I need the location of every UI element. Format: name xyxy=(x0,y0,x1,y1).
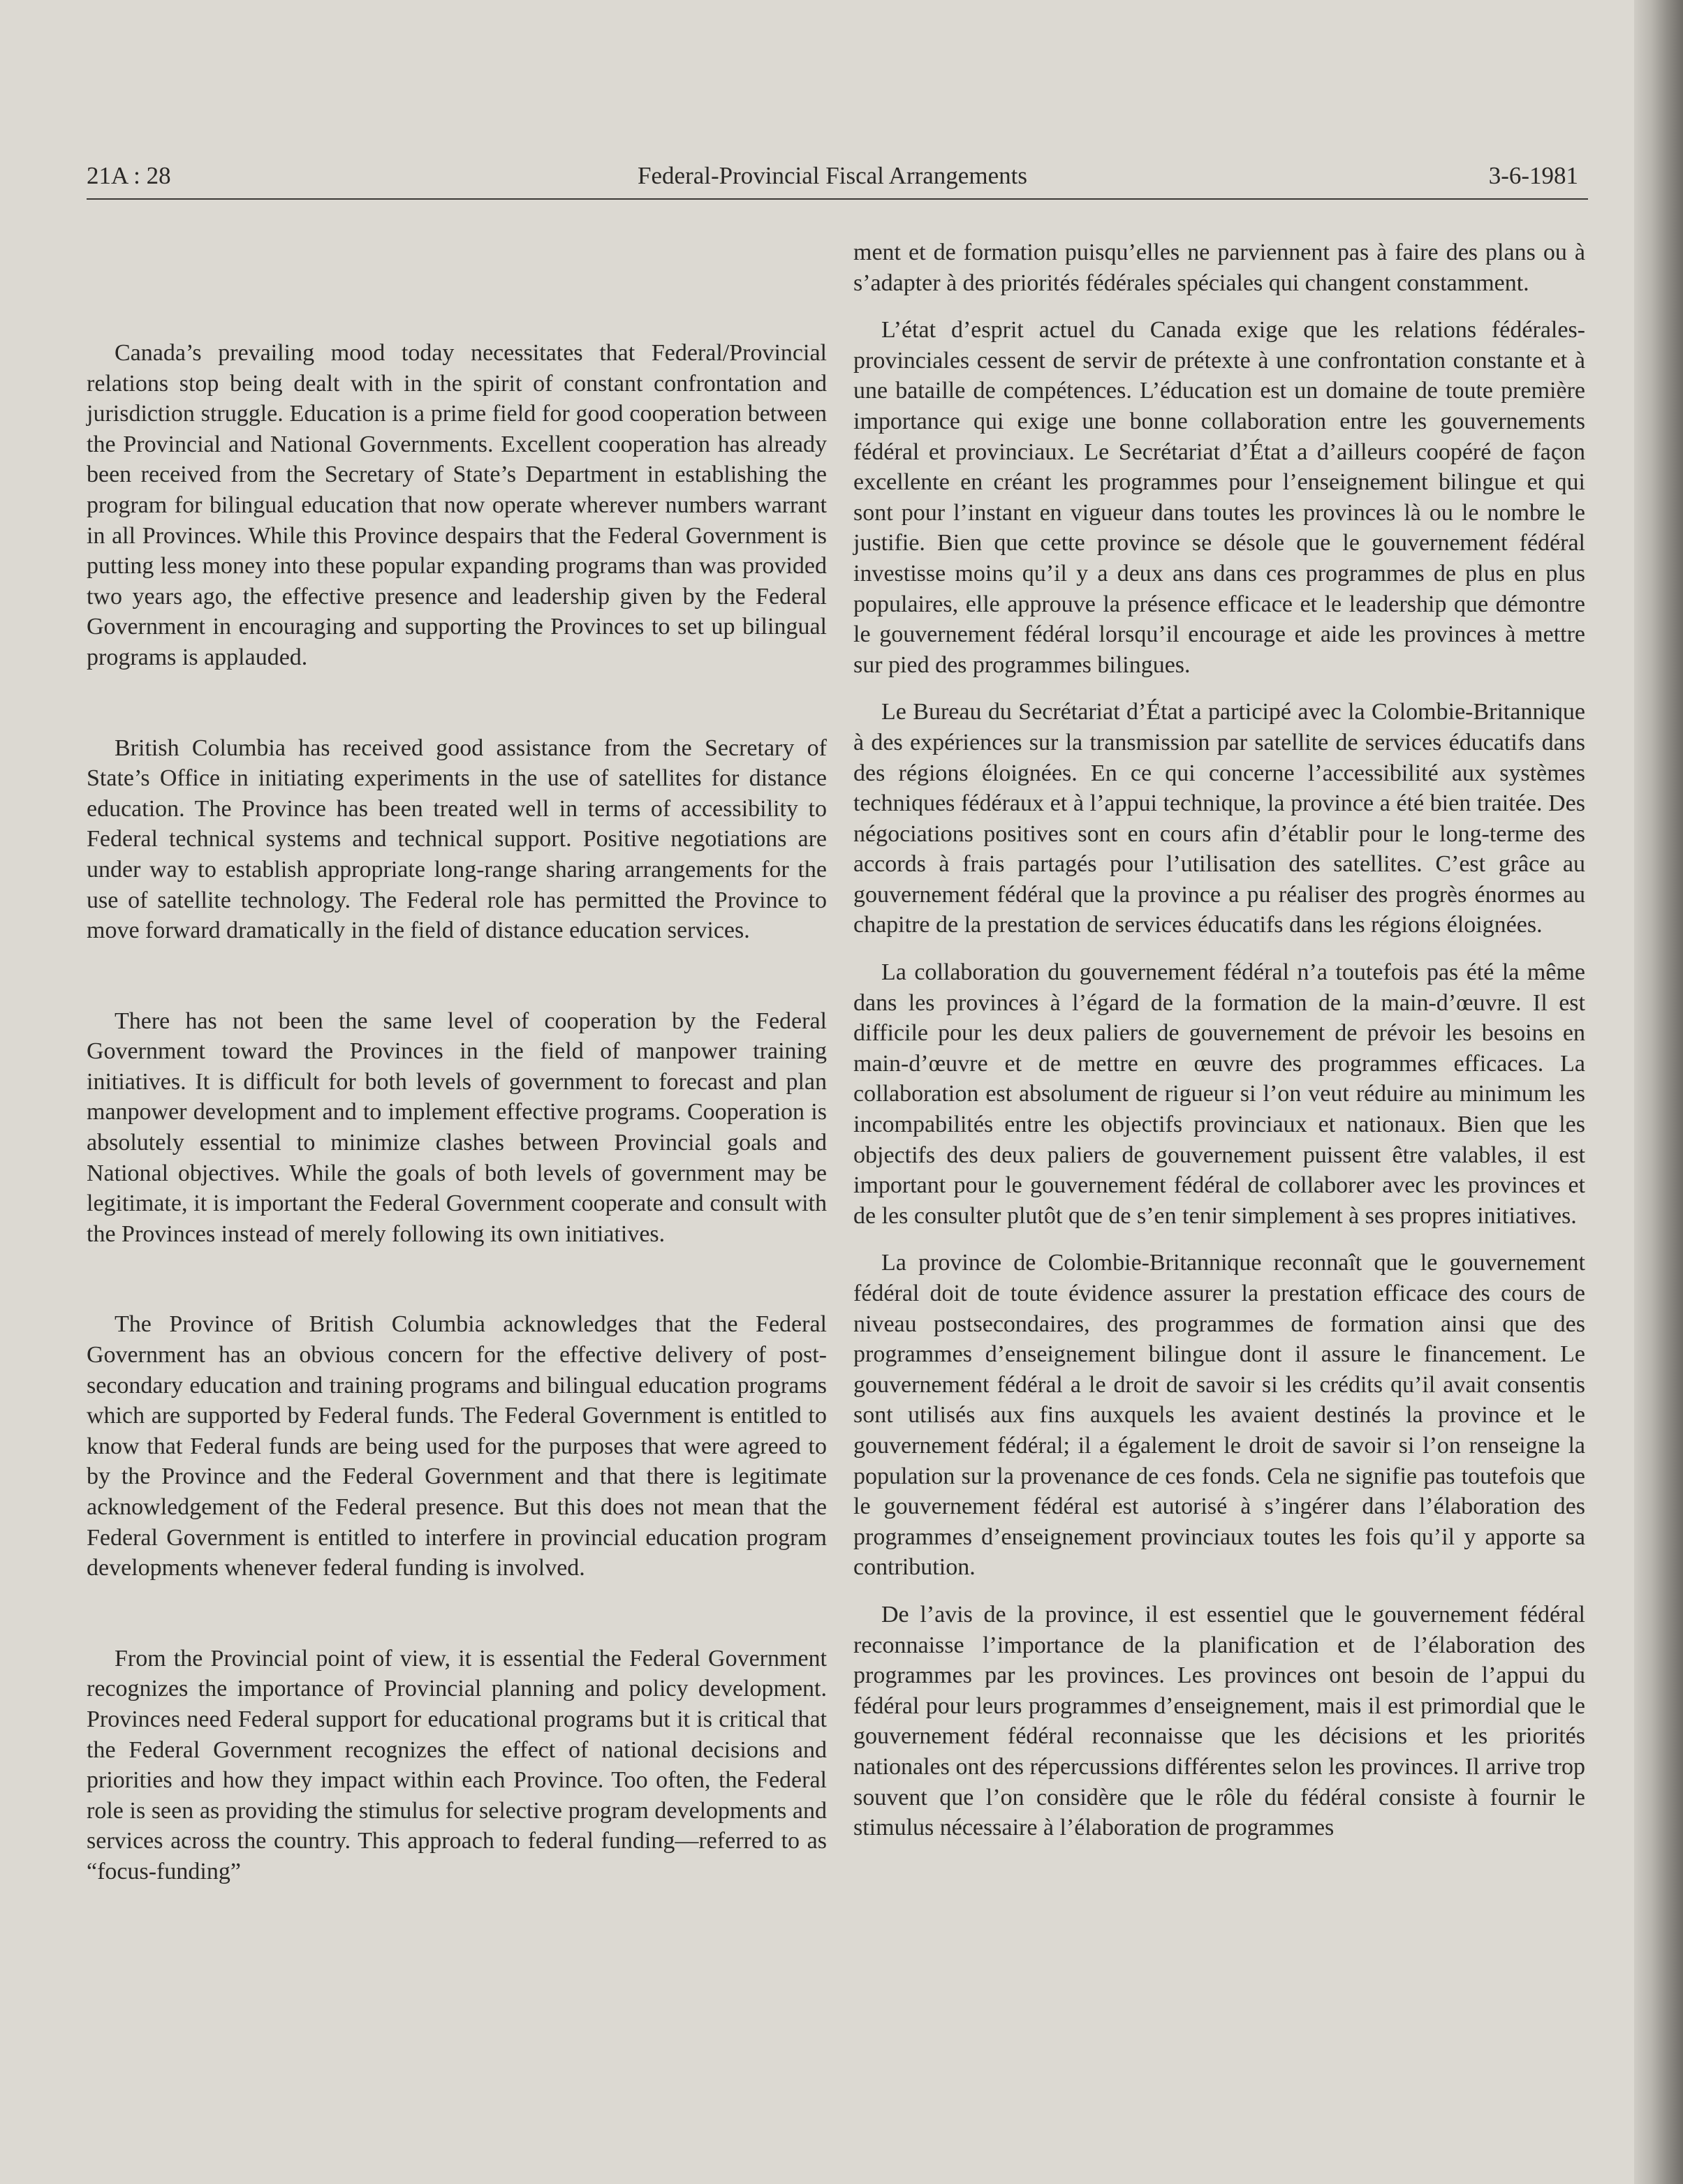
header-rule xyxy=(87,198,1588,200)
page-title: Federal-Provincial Fiscal Arrangements xyxy=(638,162,1027,189)
book-spine-shadow xyxy=(1634,0,1683,2184)
french-paragraph: De l’avis de la province, il est essentiel que le gouvernement fédéral reconnaisse l’importance de la planification et de l’élaboration des programmes par les provinces. Les provinces ont besoin de l’appui du fédéral pour leurs programmes d’enseignement, mais il est primordial que le gouvernement fédéral reconnaisse que les décisions et les priorités nationales ont des répercussions différentes selon les provinces. Il arrive trop souvent que l’on considère que le rôle du fédéral consiste à fournir le stimulus nécessaire à l’élaboration de programmes xyxy=(853,1601,1585,1841)
french-paragraph: ment et de formation puisqu’elles ne parviennent pas à faire des plans ou à s’adapter à des priorités fédérales spéciales qui changent constamment. xyxy=(853,239,1585,296)
english-paragraph: There has not been the same level of cooperation by the Federal Government toward the Provinces in the field of manpower training initiatives. It is difficult for both levels of government to forecast and plan manpower development and to implement effective programs. Cooperation is absolutely essential to minimize clashes between Provincial goals and National objectives. While the goals of both levels of government may be legitimate, it is important the Federal Government cooperate and consult with the Provinces instead of merely following its own initiatives. xyxy=(87,1008,827,1247)
english-paragraph: Canada’s prevailing mood today necessitates that Federal/Provincial relations stop being dealt with in the spirit of constant confrontation and jurisdiction struggle. Education is a prime field for good cooperation between the Provincial and National Governments. Excellent cooperation has already been received from the Secretary of State’s Department in establishing the program for bilingual education that now operate wherever numbers warrant in all Provinces. While this Province despairs that the Federal Government is putting less money into these popular expanding programs than was provided two years ago, the effective presence and leadership given by the Federal Government in encouraging and supporting the Provinces to set up bilingual programs is applauded. xyxy=(87,340,827,670)
french-paragraph: La collaboration du gouvernement fédéral n’a toutefois pas été la même dans les provinces à l’égard de la formation de la main-d’œuvre. Il est difficile pour les deux paliers de gouvernement de prévoir les besoins en main-d’œuvre et de mettre en œuvre des programmes efficaces. La collaboration est absolument de rigueur si l’on veut réduire au minimum les incompabilités entre les objectifs provinciaux et nationaux. Bien que les objectifs des deux paliers de gouvernement puissent être valables, il est important pour le gouvernement fédéral de collaborer avec les provinces et de les consulter plutôt que de s’en tenir simplement à ses propres initiatives. xyxy=(853,959,1585,1229)
page-date: 3-6-1981 xyxy=(1488,162,1578,189)
english-paragraph: From the Provincial point of view, it is essential the Federal Government recognizes the importance of Provincial planning and policy development. Provinces need Federal support for educational programs but it is critical that the Federal Government recognizes the effect of national decisions and priorities and how they impact within each Province. Too often, the Federal role is seen as providing the stimulus for selective program developments and services across the country. This approach to federal funding—referred to as “focus-funding” xyxy=(87,1645,827,1884)
french-paragraph: La province de Colombie-Britannique reconnaît que le gouvernement fédéral doit de toute évidence assurer la prestation efficace des cours de niveau postsecondaires, des programmes de formation ainsi que des programmes d’enseignement bilingue dont il assure le financement. Le gouvernement fédéral a le droit de savoir si les crédits qu’il avait consentis sont utilisés aux fins auxquels les avaient destinés la province et le gouvernement fédéral; il a également le droit de savoir si l’on renseigne la population sur la provenance de ces fonds. Cela ne signifie pas toutefois que le gouvernement fédéral est autorisé à s’ingérer dans l’élaboration des programmes d’enseignement provinciaux toutes les fois qu’il y apporte sa contribution. xyxy=(853,1250,1585,1581)
english-paragraph: British Columbia has received good assistance from the Secretary of State’s Office in initiating experiments in the use of satellites for distance education. The Province has been treated well in terms of accessibility to Federal technical systems and technical support. Positive negotiations are under way to establish appropriate long-range sharing arrangements for the use of satellite technology. The Federal role has permitted the Province to move forward dramatically in the field of distance education services. xyxy=(87,735,827,944)
french-paragraph: Le Bureau du Secrétariat d’État a participé avec la Colombie-Britannique à des expériences sur la transmission par satellite de services éducatifs dans des régions éloignées. En ce qui concerne l’accessibilité aux systèmes techniques fédéraux et à l’appui technique, la province a été bien traitée. Des négociations positives sont en cours afin d’établir pour le long-terme des accords à frais partagés pour l’utilisation des satellites. C’est grâce au gouvernement fédéral que la province a pu réaliser des progrès énormes au chapitre de la prestation de services éducatifs dans les régions éloignées. xyxy=(853,699,1585,938)
english-column xyxy=(87,338,827,1947)
english-paragraph: The Province of British Columbia acknowledges that the Federal Government has an obvious concern for the effective delivery of post-secondary education and training programs and bilingual education programs which are supported by Federal funds. The Federal Government is entitled to know that Federal funds are being used for the purposes that were agreed to by the Province and the Federal Government and that there is legitimate acknowledgement of the Federal presence. But this does not mean that the Federal Government is entitled to interfere in provincial education program developments whenever federal funding is involved. xyxy=(87,1311,827,1581)
french-paragraph: L’état d’esprit actuel du Canada exige que les relations fédérales-provinciales cessent de servir de prétexte à une confrontation constante et à une bataille de compétences. L’éducation est un domaine de toute première importance qui exige une bonne collaboration entre les gouvernements fédéral et provinciaux. Le Secrétariat d’État a d’ailleurs coopéré de façon excellente en créant les programmes pour l’enseignement bilingue et qui sont pour l’instant en vigueur dans toutes les provinces là ou le nombre le justifie. Bien que cette province se désole que le gouvernement fédéral investisse moins qu’il y a deux ans dans ces programmes de plus en plus populaires, elle approuve la présence efficace et le leadership que démontre le gouvernement fédéral lorsqu’il encourage et aide les provinces à mettre sur pied des programmes bilingues. xyxy=(853,317,1585,678)
running-head xyxy=(87,162,1578,190)
french-column xyxy=(853,237,1585,1860)
page-number: 21A : 28 xyxy=(87,162,171,189)
